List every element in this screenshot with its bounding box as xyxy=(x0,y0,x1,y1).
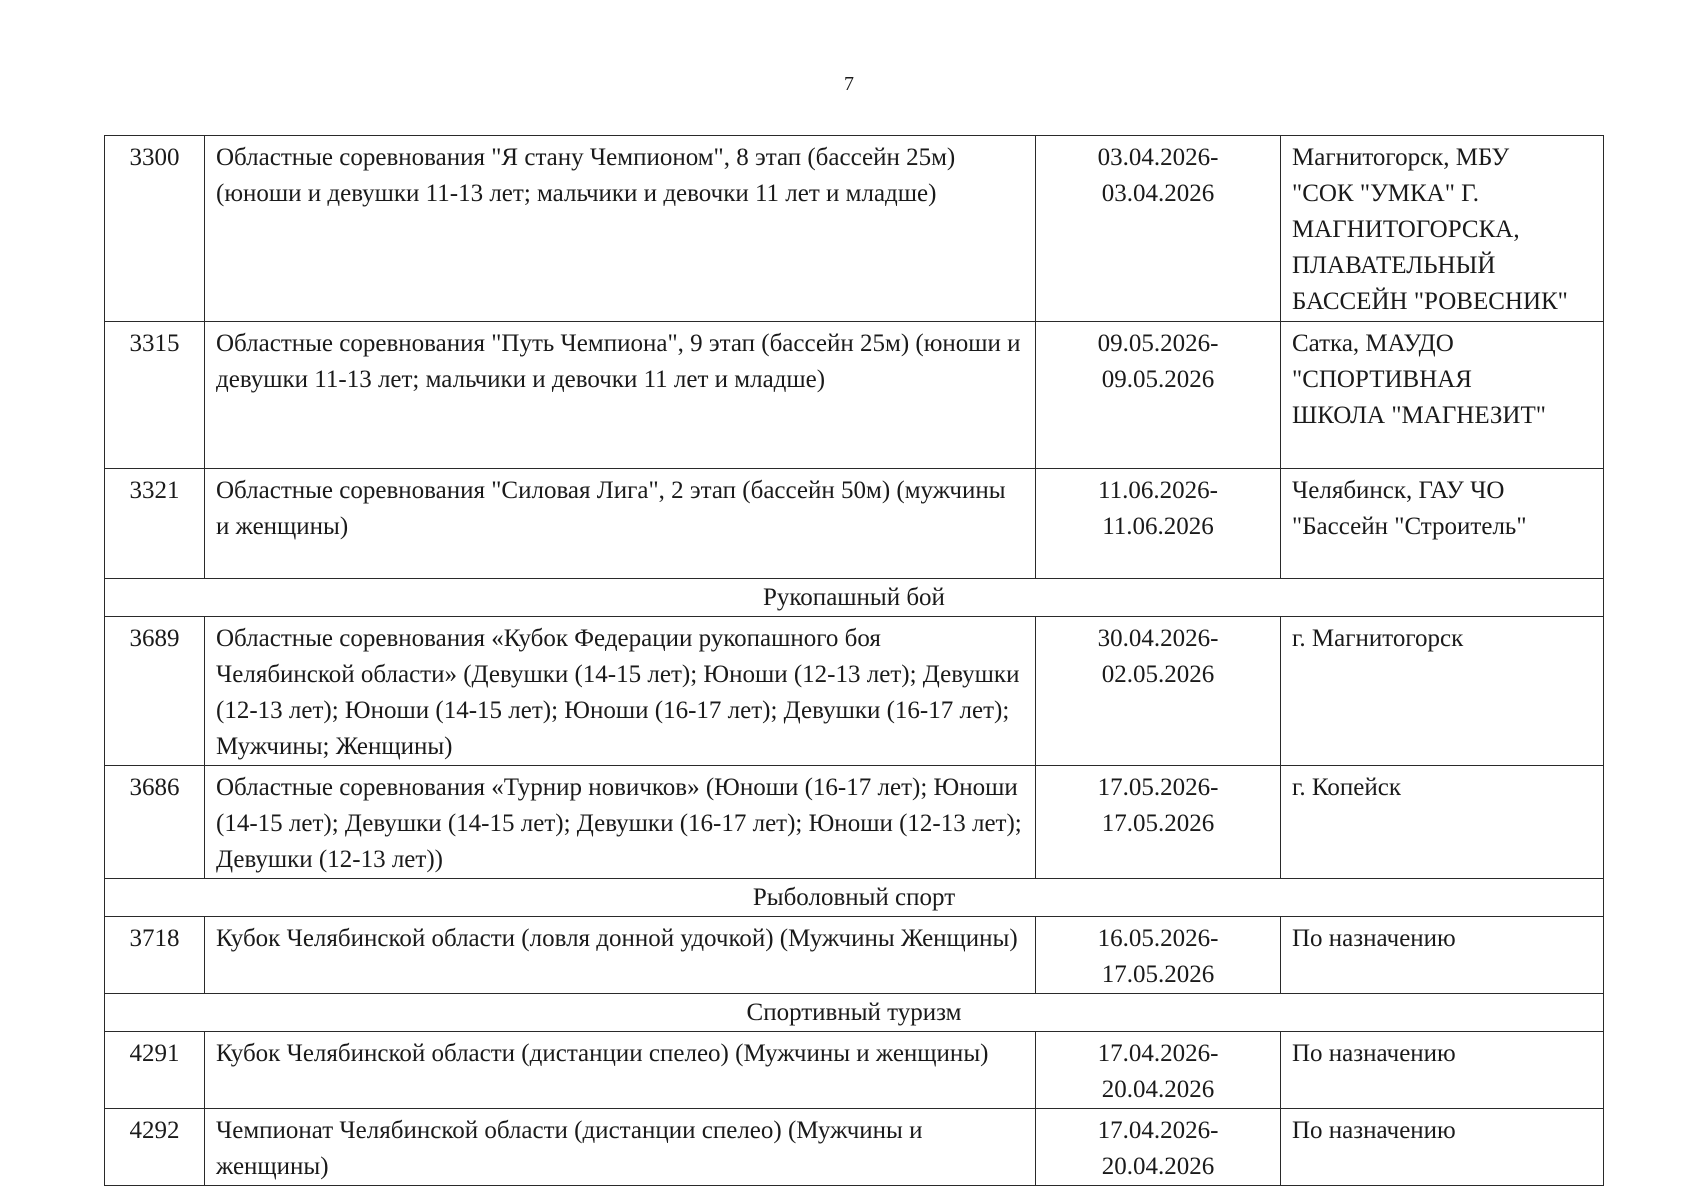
event-number: 4292 xyxy=(105,1109,205,1186)
date-from: 03.04.2026- xyxy=(1097,144,1219,171)
event-venue xyxy=(1281,917,1604,994)
venue-line: Магнитогорск, МБУ xyxy=(1292,144,1510,171)
venue-line: г. Копейск xyxy=(1292,774,1401,801)
venue-line: Сатка, МАУДО xyxy=(1292,330,1454,357)
section-title: Спортивный туризм xyxy=(105,994,1604,1032)
date-to: 20.04.2026 xyxy=(1101,1076,1215,1103)
event-venue xyxy=(1281,136,1604,322)
date-from: 17.05.2026- xyxy=(1097,774,1219,801)
event-number: 3300 xyxy=(105,136,205,322)
event-dates xyxy=(1036,469,1281,579)
date-to: 17.05.2026 xyxy=(1101,810,1215,837)
event-name: Областные соревнования «Кубок Федерации рукопашного боя Челябинской области» (Девушки (14-15 лет); Юноши (12-13 лет); Девушки (12-13 лет); Юноши (14-15 лет); Юноши (16-17 лет); Девушки (16-17 лет); Мужчины; Женщины) xyxy=(205,617,1036,766)
venue-line: "Бассейн "Строитель" xyxy=(1292,513,1527,540)
date-from: 11.06.2026- xyxy=(1098,477,1218,504)
table-row xyxy=(105,136,1604,322)
event-dates xyxy=(1036,1032,1281,1109)
schedule-table-body xyxy=(105,136,1604,1186)
competition-schedule-table xyxy=(104,135,1604,1186)
section-title: Рыболовный спорт xyxy=(105,879,1604,917)
date-to: 17.05.2026 xyxy=(1101,961,1215,988)
venue-line: ПЛАВАТЕЛЬНЫЙ xyxy=(1292,252,1496,279)
date-from: 17.04.2026- xyxy=(1097,1040,1219,1067)
event-dates xyxy=(1036,136,1281,322)
date-to: 02.05.2026 xyxy=(1101,661,1215,688)
venue-line: Челябинск, ГАУ ЧО xyxy=(1292,477,1505,504)
section-title: Рукопашный бой xyxy=(105,579,1604,617)
event-number: 4291 xyxy=(105,1032,205,1109)
venue-line: По назначению xyxy=(1292,925,1456,952)
page-number: 7 xyxy=(844,73,854,95)
table-row xyxy=(105,1109,1604,1186)
table-row xyxy=(105,469,1604,579)
table-row xyxy=(105,617,1604,766)
date-from: 30.04.2026- xyxy=(1097,625,1219,652)
date-from: 17.04.2026- xyxy=(1097,1117,1219,1144)
event-number: 3718 xyxy=(105,917,205,994)
event-name: Кубок Челябинской области (дистанции спелео) (Мужчины и женщины) xyxy=(205,1032,1036,1109)
date-from: 09.05.2026- xyxy=(1097,330,1219,357)
section-row xyxy=(105,879,1604,917)
event-name: Областные соревнования «Турнир новичков» (Юноши (16-17 лет); Юноши (14-15 лет); Девушки (14-15 лет); Девушки (16-17 лет); Юноши (12-13 лет); Девушки (12-13 лет)) xyxy=(205,766,1036,879)
venue-line: "СПОРТИВНАЯ xyxy=(1292,366,1472,393)
venue-line: По назначению xyxy=(1292,1040,1456,1067)
event-name: Чемпионат Челябинской области (дистанции спелео) (Мужчины и женщины) xyxy=(205,1109,1036,1186)
event-number: 3315 xyxy=(105,322,205,469)
date-from: 16.05.2026- xyxy=(1097,925,1219,952)
date-to: 09.05.2026 xyxy=(1101,366,1215,393)
event-venue xyxy=(1281,469,1604,579)
event-name: Кубок Челябинской области (ловля донной удочкой) (Мужчины Женщины) xyxy=(205,917,1036,994)
venue-line: МАГНИТОГОРСКА, xyxy=(1292,216,1520,243)
event-number: 3686 xyxy=(105,766,205,879)
event-venue xyxy=(1281,322,1604,469)
event-venue xyxy=(1281,1032,1604,1109)
venue-line: БАССЕЙН "РОВЕСНИК" xyxy=(1292,288,1568,315)
venue-line: "СОК "УМКА" Г. xyxy=(1292,180,1480,207)
event-dates xyxy=(1036,917,1281,994)
date-to: 03.04.2026 xyxy=(1101,180,1215,207)
section-row xyxy=(105,579,1604,617)
event-number: 3689 xyxy=(105,617,205,766)
event-number: 3321 xyxy=(105,469,205,579)
section-row xyxy=(105,994,1604,1032)
venue-line: г. Магнитогорск xyxy=(1292,625,1464,652)
date-to: 20.04.2026 xyxy=(1101,1153,1215,1180)
table-row xyxy=(105,766,1604,879)
table-row xyxy=(105,1032,1604,1109)
table-row xyxy=(105,322,1604,469)
event-name: Областные соревнования "Путь Чемпиона", 9 этап (бассейн 25м) (юноши и девушки 11-13 лет; мальчики и девочки 11 лет и младше) xyxy=(205,322,1036,469)
event-dates xyxy=(1036,1109,1281,1186)
event-dates xyxy=(1036,617,1281,766)
table-row xyxy=(105,917,1604,994)
event-dates xyxy=(1036,322,1281,469)
date-to: 11.06.2026 xyxy=(1102,513,1214,540)
event-dates xyxy=(1036,766,1281,879)
venue-line: ШКОЛА "МАГНЕЗИТ" xyxy=(1292,402,1546,429)
venue-line: По назначению xyxy=(1292,1117,1456,1144)
event-name: Областные соревнования "Силовая Лига", 2 этап (бассейн 50м) (мужчины и женщины) xyxy=(205,469,1036,579)
event-venue xyxy=(1281,1109,1604,1186)
event-venue xyxy=(1281,766,1604,879)
event-name: Областные соревнования "Я стану Чемпионом", 8 этап (бассейн 25м) (юноши и девушки 11-13 лет; мальчики и девочки 11 лет и младше) xyxy=(205,136,1036,322)
event-venue xyxy=(1281,617,1604,766)
